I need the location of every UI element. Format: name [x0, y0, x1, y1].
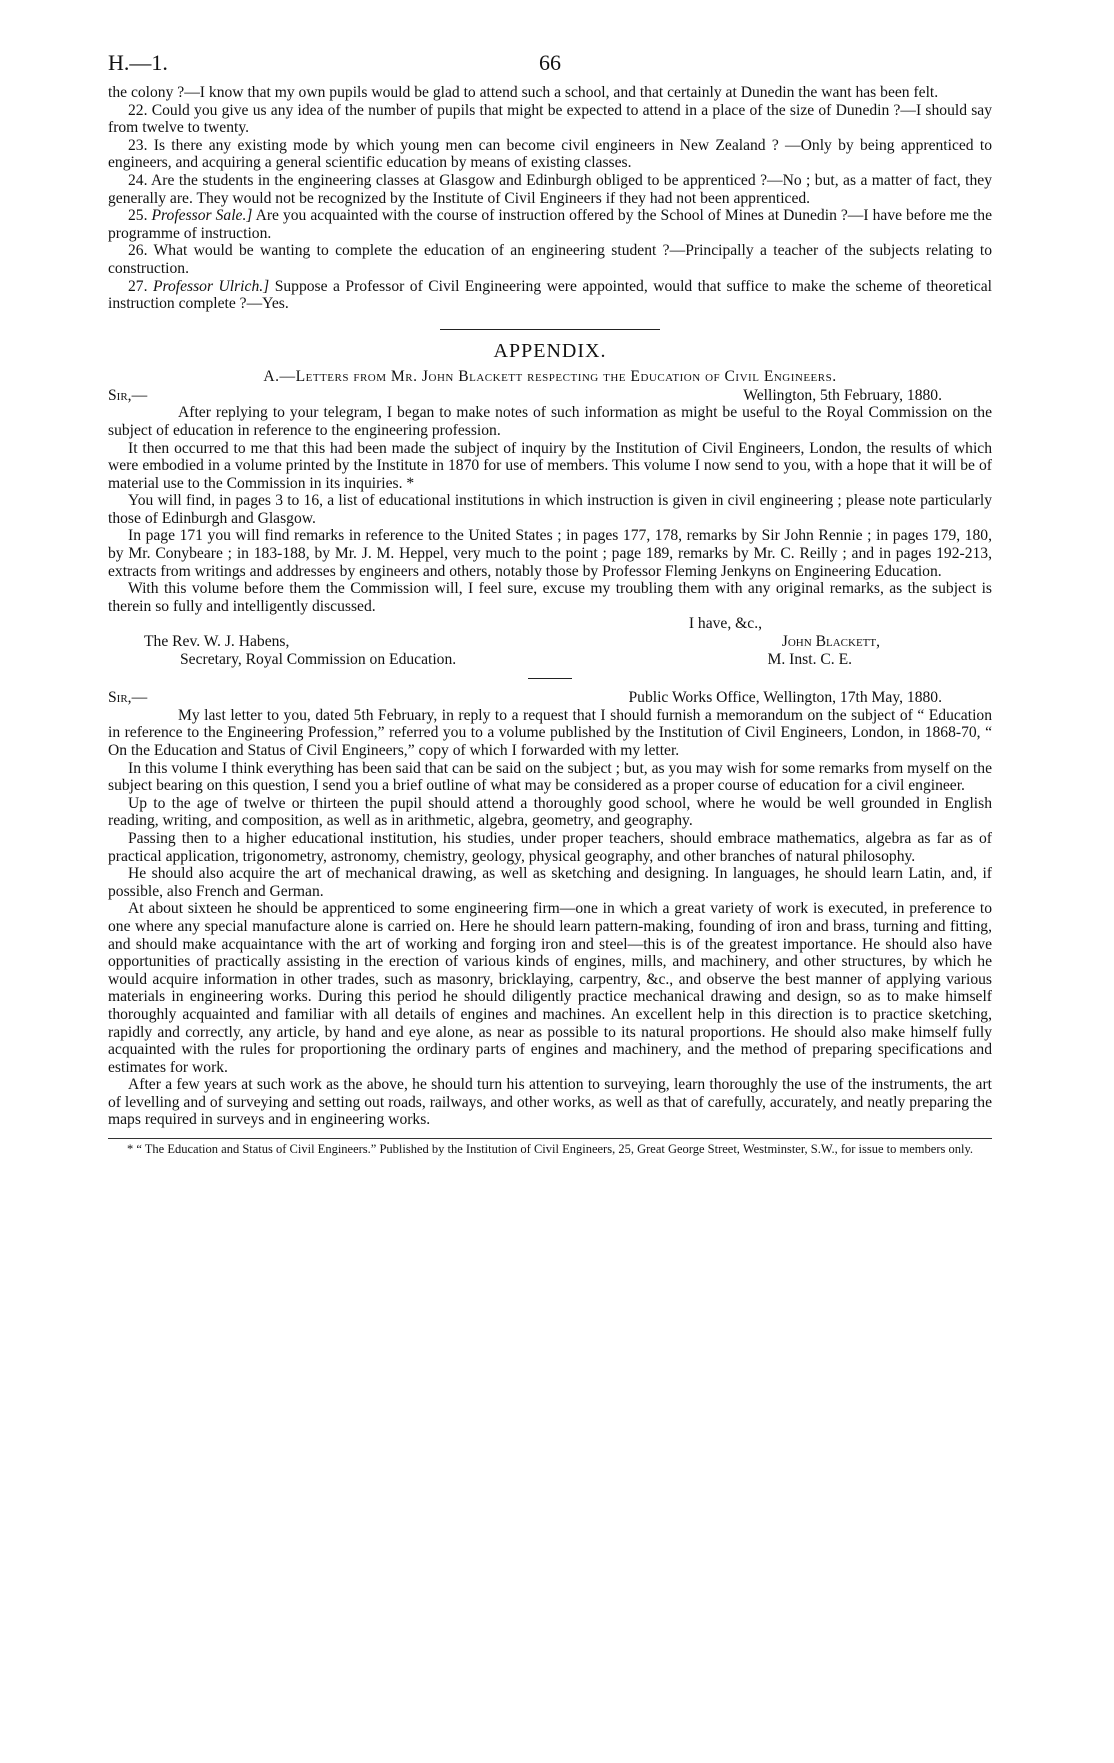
section-divider: [440, 329, 660, 330]
page-header: [108, 50, 992, 84]
letter-salutation: Sir,—: [108, 386, 148, 404]
qa-paragraph: 22. Could you give us any idea of the number of pupils that might be expected to attend in a place of the size of Dunedin ?—I should say from twelve to twenty.: [108, 101, 992, 137]
question-number: 27.: [128, 277, 148, 295]
evidence-section: [108, 84, 992, 313]
qa-paragraph: [108, 207, 992, 242]
letter-divider: [528, 678, 572, 679]
letter-signature: John Blackett,: [781, 633, 880, 651]
letter-heading: [108, 387, 992, 405]
speaker-name: Professor Ulrich.]: [152, 277, 270, 295]
page-number: 66: [539, 50, 561, 75]
letter-paragraph: He should also acquire the art of mechanical drawing, as well as sketching and designing. In languages, he should learn Latin, and, if possible, also French and German.: [108, 865, 992, 900]
question-number: 25.: [128, 207, 148, 225]
letter-paragraph: Passing then to a higher educational institution, his studies, under proper teachers, should embrace mathematics, algebra as far as of practical application, trigonometry, astronomy, chemistry, geology, physical geography, and other branches of natural philosophy.: [108, 829, 992, 865]
footnote-divider: [108, 1138, 992, 1139]
qa-paragraph: [108, 278, 992, 313]
letter-addressee: The Rev. W. J. Habens,: [144, 633, 290, 651]
letter-heading: [108, 689, 992, 707]
letter-dateline: Wellington, 5th February, 1880.: [743, 386, 942, 404]
qa-paragraph: 26. What would be wanting to complete the education of an engineering student ?—Principally a teacher of the subjects relating to construction.: [108, 242, 992, 277]
letter-paragraph: Up to the age of twelve or thirteen the pupil should attend a thoroughly good school, where he would be well grounded in English reading, writing, and composition, as well as in arithmetic, algebra, geometry, and geography.: [108, 794, 992, 830]
letter-paragraph: At about sixteen he should be apprenticed to some engineering firm—one in which a great variety of work is executed, in preference to one where any special manufacture alone is carried on. Here he should learn pattern-making, founding of iron and brass, turning and fitting, and should make acquaintance with the art of working and forging iron and steel—this is of the greatest importance. He should also have opportunities of practically assisting in the erection of various kinds of engines, mills, and machinery, and other structures, by which he would acquire information in other trades, such as masonry, bricklaying, carpentry, &c., and observe the best manner of applying various materials in engineering works. During this period he should diligently practice mechanical drawing and design, so as to make himself thoroughly acquainted and familiar with all details of engines and machines. An excellent help in this direction is to practice sketching, rapidly and correctly, any article, by hand and eye alone, as near as possible to its natural proportions. He should also make himself fully acquainted with the rules for proportioning the ordinary parts of engines and machinery, and the method of preparing specifications and estimates for work.: [108, 900, 992, 1076]
letter-paragraph: After replying to your telegram, I began to make notes of such information as might be useful to the Royal Commission on the subject of education in reference to the engineering profession.: [108, 404, 992, 439]
letter-paragraph: In page 171 you will find remarks in reference to the United States ; in pages 177, 178, remarks by Sir John Rennie ; in pages 179, 180, by Mr. Conybeare ; in 183-188, by Mr. J. M. Heppel, very much to the point ; page 189, remarks by Mr. C. Reilly ; and in pages 192-213, extracts from writings and addresses by engineers and others, notably those by Professor Fleming Jenkyns on Engineering Education.: [108, 527, 992, 580]
letter-first: [108, 387, 992, 669]
letter-paragraph: My last letter to you, dated 5th February, in reply to a request that I should furnish a memorandum on the subject of “ Education in reference to the Engineering Profession,” referred you to a volume published by the Institution of Civil Engineers, London, in 1868-70, “ On the Education and Status of Civil Engineers,” copy of which I forwarded with my letter.: [108, 706, 992, 759]
question-text: Suppose a Professor of Civil Engineering were appointed, would that suffice to make the scheme of theoretical instruction complete ?—Yes.: [108, 277, 993, 313]
qa-paragraph: 24. Are the students in the engineering classes at Glasgow and Edinburgh obliged to be apprenticed ?—No ; but, as a matter of fact, they generally are. They would not be recognized by the Institute of Civil Engineers if they had not been apprenticed.: [108, 171, 992, 207]
question-text: Are you acquainted with the course of instruction offered by the School of Mines at Dunedin ?—I have before me the programme of instruction.: [108, 207, 992, 242]
letter-paragraph: In this volume I think everything has been said that can be said on the subject ; but, as you may wish for some remarks from myself on the subject bearing on this question, I send you a brief outline of what may be considered as a proper course of education for a civil engineer.: [108, 759, 992, 795]
letter-second: [108, 689, 992, 1129]
letter-paragraph: After a few years at such work as the above, he should turn his attention to surveying, learn thoroughly the use of the instruments, the art of levelling and of surveying and setting out roads, railways, and other works, as well as that of carefully, accurately, and neatly preparing the maps required in surveys and in engineering works.: [108, 1076, 992, 1129]
letter-closing: I have, &c.,: [688, 615, 762, 633]
letter-salutation: Sir,—: [108, 689, 148, 707]
speaker-name: Professor Sale.]: [151, 207, 253, 225]
addressee-title: Secretary, Royal Commission on Education.: [180, 650, 457, 668]
qa-paragraph: 23. Is there any existing mode by which young men can become civil engineers in New Zealand ? —Only by being apprenticed to engineers, and acquiring a general scientific education by means of existing classes.: [108, 136, 992, 172]
signature-titles: [108, 651, 992, 669]
signature-title: M. Inst. C. E.: [767, 650, 852, 668]
letter-paragraph: With this volume before them the Commission will, I feel sure, excuse my troubling them with any original remarks, as the subject is therein so fully and intelligently discussed.: [108, 580, 992, 615]
appendix-title: APPENDIX.: [493, 339, 607, 362]
appendix-subtitle: A.—Letters from Mr. John Blackett respecting the Education of Civil Engineers.: [263, 367, 837, 385]
letter-paragraph: You will find, in pages 3 to 16, a list of educational institutions in which instruction is given in civil engineering ; please note particularly those of Edinburgh and Glasgow.: [108, 492, 992, 527]
letter-paragraph: It then occurred to me that this had been made the subject of inquiry by the Institution of Civil Engineers, London, the results of which were embodied in a volume printed by the Institute in 1870 for use of members. This volume I now send to you, with a hope that it will be of material use to the Commission in its inquiries. *: [108, 439, 992, 492]
footnote: * “ The Education and Status of Civil Engineers.” Published by the Institution of Civil Engineers, 25, Great George Street, Westminster, S.W., for issue to members only.: [126, 1142, 974, 1157]
qa-paragraph: the colony ?—I know that my own pupils would be glad to attend such a school, and that certainly at Dunedin the want has been felt.: [108, 84, 939, 101]
signature-block: [108, 633, 992, 651]
letter-dateline: Public Works Office, Wellington, 17th May, 1880.: [628, 689, 942, 707]
document-page: [108, 50, 992, 1156]
document-reference: H.—1.: [108, 50, 168, 75]
